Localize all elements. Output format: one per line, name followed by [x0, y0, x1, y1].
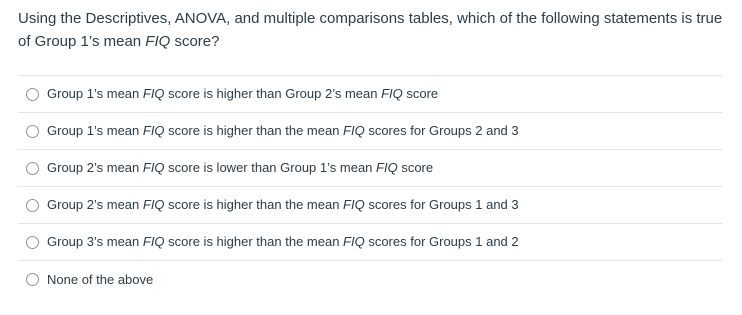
- answer-label: Group 2’s mean FIQ score is lower than Group 1’s mean FIQ score: [47, 160, 434, 175]
- answer-label: None of the above: [47, 271, 154, 287]
- answer-label: Group 3’s mean FIQ score is higher than the mean FIQ scores for Groups 1 and 2: [47, 234, 519, 249]
- answer-option-4[interactable]: [18, 187, 722, 224]
- radio-button[interactable]: [26, 236, 39, 249]
- radio-button[interactable]: [26, 162, 39, 175]
- answer-list: [18, 75, 722, 298]
- question-text: [18, 7, 730, 53]
- radio-button[interactable]: [26, 273, 39, 286]
- radio-button[interactable]: [26, 88, 39, 101]
- answer-label: Group 1’s mean FIQ score is higher than the mean FIQ scores for Groups 2 and 3: [47, 123, 519, 138]
- question-line: Using the Descriptives, ANOVA, and multiple comparisons tables, which of the following statements is true of Group 1’s mean FIQ score?: [18, 10, 723, 50]
- answer-option-5[interactable]: [18, 224, 722, 261]
- answer-option-1[interactable]: [18, 76, 722, 113]
- radio-button[interactable]: [26, 199, 39, 212]
- answer-option-6[interactable]: [18, 261, 722, 298]
- answer-option-3[interactable]: [18, 150, 722, 187]
- answer-option-2[interactable]: [18, 113, 722, 150]
- answer-label: Group 2’s mean FIQ score is higher than the mean FIQ scores for Groups 1 and 3: [47, 197, 519, 212]
- answer-label: Group 1’s mean FIQ score is higher than Group 2’s mean FIQ score: [47, 86, 439, 101]
- radio-button[interactable]: [26, 125, 39, 138]
